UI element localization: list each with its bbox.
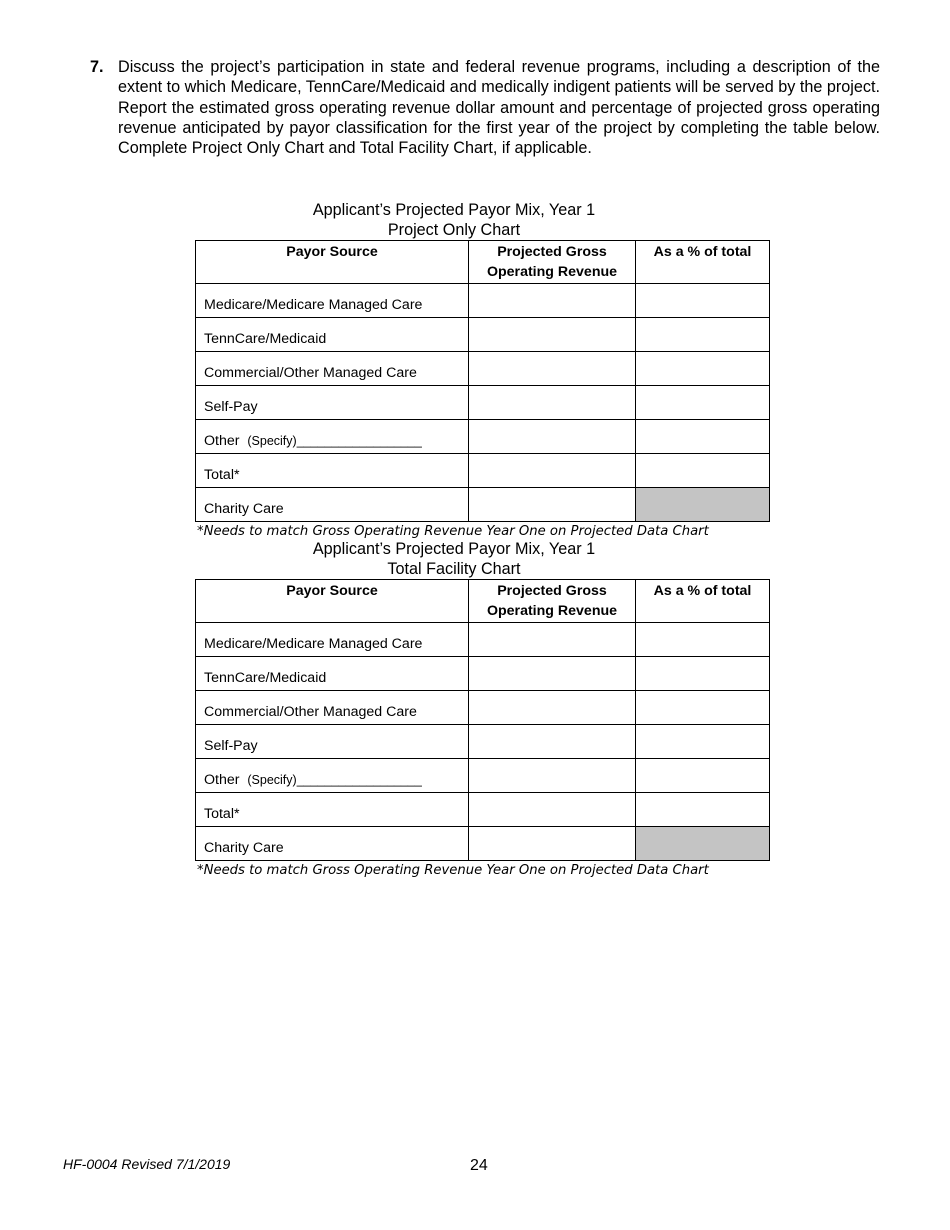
payor-source-cell: Self-Pay xyxy=(196,725,469,759)
table-row xyxy=(196,488,770,522)
chart-title: Applicant’s Projected Payor Mix, Year 1 xyxy=(312,201,596,219)
revenue-cell[interactable] xyxy=(469,657,636,691)
payor-source-cell-other xyxy=(196,759,469,793)
table-row xyxy=(196,725,770,759)
table-row xyxy=(196,691,770,725)
revenue-cell[interactable] xyxy=(469,454,636,488)
revenue-cell[interactable] xyxy=(469,386,636,420)
header-projected-revenue: Projected Gross Operating Revenue xyxy=(469,241,636,284)
page-number: 24 xyxy=(470,1157,488,1174)
shaded-percent-cell xyxy=(636,827,770,861)
table-row xyxy=(196,623,770,657)
table-row xyxy=(196,657,770,691)
revenue-cell[interactable] xyxy=(469,284,636,318)
percent-cell[interactable] xyxy=(636,420,770,454)
payor-source-cell: Total* xyxy=(196,793,469,827)
percent-cell[interactable] xyxy=(636,657,770,691)
form-revision: HF-0004 Revised 7/1/2019 xyxy=(63,1156,231,1172)
revenue-cell[interactable] xyxy=(469,691,636,725)
question-text: Discuss the project’s participation in state and federal revenue programs, including a description of the extent to which Medicare, TennCare/Medicaid and medically indigent patients will be served by the project. Report the estimated gross operating revenue dollar amount and percentage of projected gross operating revenue anticipated by payor classification for the first year of the project by completing the table below. Complete Project Only Chart and Total Facility Chart, if applicable. xyxy=(118,58,880,158)
table-row xyxy=(196,420,770,454)
question-number: 7. xyxy=(90,58,104,76)
revenue-cell[interactable] xyxy=(469,488,636,522)
revenue-cell[interactable] xyxy=(469,420,636,454)
percent-cell[interactable] xyxy=(636,691,770,725)
payor-source-cell: Total* xyxy=(196,454,469,488)
payor-mix-table xyxy=(195,579,770,861)
payor-source-cell: Commercial/Other Managed Care xyxy=(196,352,469,386)
percent-cell[interactable] xyxy=(636,386,770,420)
revenue-cell[interactable] xyxy=(469,793,636,827)
specify-field[interactable]: (Specify)__________________ xyxy=(247,434,422,448)
payor-source-cell: Medicare/Medicare Managed Care xyxy=(196,284,469,318)
payor-source-cell: Charity Care xyxy=(196,827,469,861)
chart-subtitle: Total Facility Chart xyxy=(387,560,521,578)
payor-mix-table xyxy=(195,240,770,522)
payor-source-cell-other xyxy=(196,420,469,454)
payor-source-cell: TennCare/Medicaid xyxy=(196,657,469,691)
revenue-cell[interactable] xyxy=(469,318,636,352)
table-header-row xyxy=(196,241,770,284)
payor-source-cell: Self-Pay xyxy=(196,386,469,420)
revenue-cell[interactable] xyxy=(469,623,636,657)
revenue-cell[interactable] xyxy=(469,759,636,793)
chart-title: Applicant’s Projected Payor Mix, Year 1 xyxy=(312,540,596,558)
header-projected-revenue: Projected Gross Operating Revenue xyxy=(469,580,636,623)
table-row xyxy=(196,759,770,793)
question-7 xyxy=(90,57,880,158)
chart-footnote: *Needs to match Gross Operating Revenue Year One on Projected Data Chart xyxy=(197,524,709,539)
percent-cell[interactable] xyxy=(636,759,770,793)
table-header-row xyxy=(196,580,770,623)
table-row xyxy=(196,793,770,827)
header-percent-total: As a % of total xyxy=(636,580,770,623)
table-row xyxy=(196,386,770,420)
revenue-cell[interactable] xyxy=(469,827,636,861)
chart-footnote: *Needs to match Gross Operating Revenue Year One on Projected Data Chart xyxy=(197,863,709,878)
percent-cell[interactable] xyxy=(636,725,770,759)
percent-cell[interactable] xyxy=(636,318,770,352)
percent-cell[interactable] xyxy=(636,284,770,318)
payor-source-cell: Charity Care xyxy=(196,488,469,522)
table-row xyxy=(196,352,770,386)
project-only-chart xyxy=(195,200,769,539)
payor-source-cell: Commercial/Other Managed Care xyxy=(196,691,469,725)
other-label: Other xyxy=(204,772,240,788)
table-row xyxy=(196,454,770,488)
other-label: Other xyxy=(204,433,240,449)
header-payor-source: Payor Source xyxy=(196,580,469,623)
header-payor-source: Payor Source xyxy=(196,241,469,284)
percent-cell[interactable] xyxy=(636,352,770,386)
header-percent-total: As a % of total xyxy=(636,241,770,284)
total-facility-chart xyxy=(195,539,769,878)
percent-cell[interactable] xyxy=(636,623,770,657)
specify-field[interactable]: (Specify)__________________ xyxy=(247,773,422,787)
table-row xyxy=(196,284,770,318)
payor-source-cell: Medicare/Medicare Managed Care xyxy=(196,623,469,657)
chart-subtitle: Project Only Chart xyxy=(387,221,521,239)
percent-cell[interactable] xyxy=(636,793,770,827)
percent-cell[interactable] xyxy=(636,454,770,488)
payor-source-cell: TennCare/Medicaid xyxy=(196,318,469,352)
revenue-cell[interactable] xyxy=(469,352,636,386)
table-row xyxy=(196,827,770,861)
revenue-cell[interactable] xyxy=(469,725,636,759)
table-row xyxy=(196,318,770,352)
shaded-percent-cell xyxy=(636,488,770,522)
